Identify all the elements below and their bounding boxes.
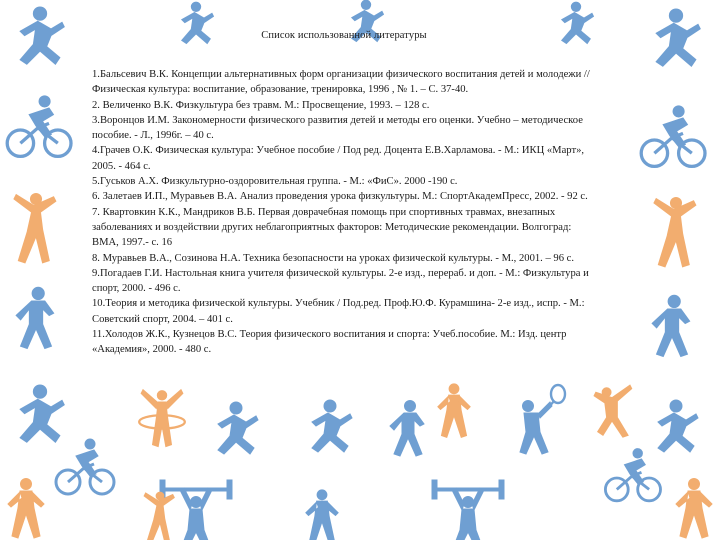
weightlifter-icon: [432, 480, 504, 540]
weightlifter-icon: [160, 480, 232, 540]
runner-icon: [20, 7, 64, 64]
reference-item: 2. Величенко В.К. Физкультура без травм. М.: Просвещение, 1993. – 128 с.: [92, 99, 430, 111]
tennis-player-icon: [520, 385, 565, 454]
reference-item: 3.Воронцов И.М. Закономерности физического развития детей и методы его оценки. Учебно – методическое пособие. - Л., 1996г. – 40 с.: [92, 114, 583, 142]
athlete-icon: [306, 490, 338, 540]
dancer-icon: [654, 198, 696, 267]
reference-item: 7. Квартовкин К.К., Мандриков В.Б. Первая доврачебная помощь при спортивных травмах, внезапных заболеваниях и воздействии других неблагоприятных факторов: Методические рекомендации. Волгоград: ВМА, 1997.- с. 16: [92, 206, 572, 249]
reference-list: [92, 67, 596, 358]
cyclist-icon: [56, 439, 114, 494]
runner-icon: [312, 400, 352, 452]
reference-item: 9.Погадаев Г.И. Настольная книга учителя физической культуры. 2-е изд., перераб. и доп. - М.: Физкультура и спорт, 2000. - 496 с.: [92, 267, 589, 295]
walker-icon: [652, 295, 689, 356]
runner-icon: [658, 400, 698, 452]
reference-item: 1.Бальсевич В.К. Концепции альтернативных форм организации физического воспитания детей и молодежи //Физическая культура: воспитание, образование, тренировка, 1996 , № 1. – С. 37-40.: [92, 69, 590, 96]
reference-list-page: [92, 30, 596, 358]
page-title: Список использованной литературы: [261, 30, 427, 41]
athlete-icon: [676, 479, 712, 539]
reference-item: 10.Теория и методика физической культуры. Учебник / Под.ред. Проф.Ю.Ф. Курамшина- 2-е изд., испр. - М.: Советский спорт, 2004. – 401 с.: [92, 298, 585, 325]
runner-icon: [218, 402, 258, 454]
athlete-icon: [438, 384, 470, 438]
reference-item: 8. Муравьев В.А., Созинова Н.А. Техника безопасности на уроках физической культуры. - М., 2001. – 96 с.: [92, 252, 574, 264]
walker-icon: [16, 287, 53, 348]
hoop-gymnast-icon: [139, 390, 185, 447]
reference-item: 6. Залетаев И.П., Муравьев В.А. Анализ проведения урока физкультуры. М.: СпортАкадемПресс, 2002. - 92 с.: [92, 191, 588, 203]
dancer-icon: [14, 194, 56, 263]
reference-item: 11.Холодов Ж.К., Кузнецов В.С. Теория физического воспитания и спорта: Учеб.пособие. М.: Изд. центр «Академия», 2000. - 480 с.: [92, 329, 567, 356]
cyclist-icon: [641, 106, 705, 166]
athlete-icon: [8, 479, 44, 539]
walker-icon: [390, 401, 424, 457]
cyclist-icon: [605, 449, 660, 501]
cyclist-icon: [7, 96, 71, 156]
dancer-icon: [144, 492, 174, 540]
reference-item: 5.Гуськов А.Х. Физкультурно-оздоровительная группа. - М.: «ФиС». 2000 -190 с.: [92, 176, 458, 188]
gymnast-icon: [594, 385, 632, 437]
reference-item: 4.Грачев О.К. Физическая культура: Учебное пособие / Под ред. Доцента Е.В.Харламова. - М.: ИКЦ «Март», 2005. - 464 с.: [92, 145, 585, 172]
runner-icon: [656, 9, 700, 66]
runner-icon: [20, 385, 64, 442]
